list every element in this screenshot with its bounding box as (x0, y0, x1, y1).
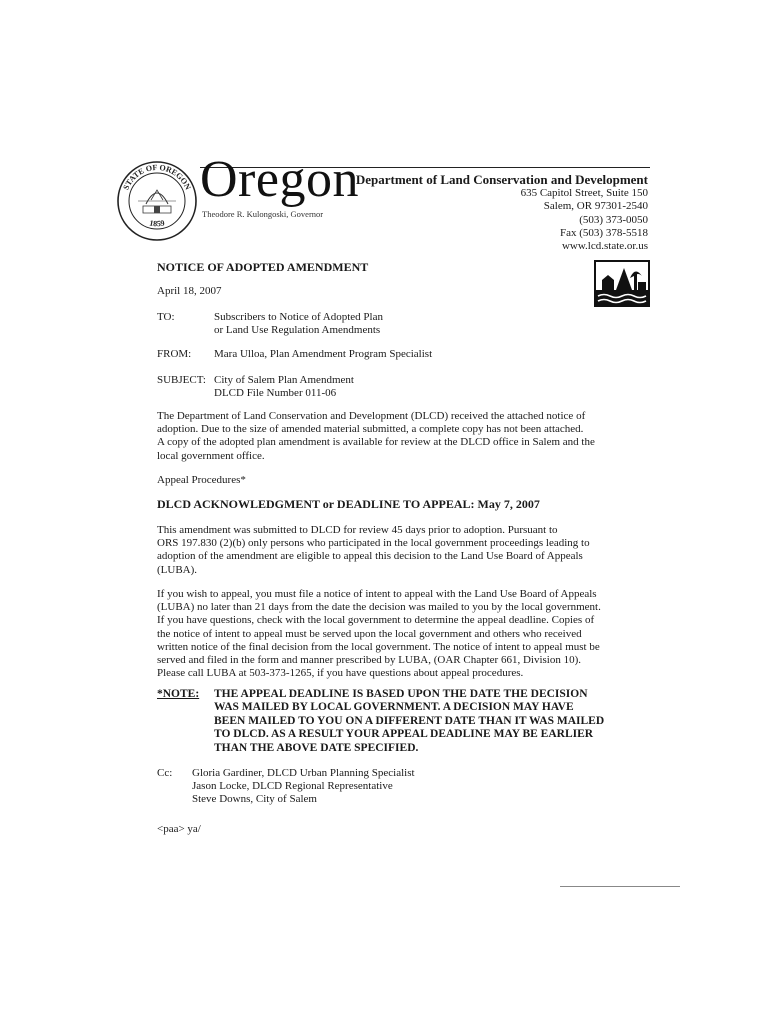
paragraph-line: A copy of the adopted plan amendment is available for review at the DLCD office in Salem and the (157, 436, 595, 449)
subject-value (214, 374, 354, 400)
paragraph-line: ORS 197.830 (2)(b) only persons who participated in the local government proceedings leading to (157, 537, 590, 550)
cc-recipient: Jason Locke, DLCD Regional Representative (192, 780, 393, 793)
note-line: BEEN MAILED TO YOU ON A DIFFERENT DATE THAN IT WAS MAILED (214, 714, 605, 727)
paragraph-line: Please call LUBA at 503-373-1265, if you have questions about appeal procedures. (157, 667, 524, 680)
letter-date: April 18, 2007 (157, 285, 222, 297)
paragraph-line: the notice of intent to appeal must be served upon the local government and others who received (157, 627, 582, 640)
appeal-procedures-heading: Appeal Procedures* (157, 474, 246, 486)
paragraph-line: adoption of the amendment are eligible to appeal this decision to the Land Use Board of Appeals (157, 550, 583, 563)
subject-line: City of Salem Plan Amendment (214, 374, 354, 386)
department-name: Department of Land Conservation and Development (355, 172, 648, 187)
typist-initials: <paa> ya/ (157, 823, 201, 835)
paragraph-line: This amendment was submitted to DLCD for review 45 days prior to adoption. Pursuant to (157, 524, 558, 536)
to-label: TO: (157, 311, 175, 323)
oregon-wordmark: Oregon (200, 151, 359, 208)
state-seal-logo (116, 160, 198, 242)
website-line: www.lcd.state.or.us (561, 240, 648, 253)
address-line: 635 Capitol Street, Suite 150 (520, 187, 648, 199)
cc-recipient: Steve Downs, City of Salem (192, 793, 317, 806)
lcd-agency-logo-icon (594, 260, 650, 307)
to-line: or Land Use Regulation Amendments (214, 324, 381, 337)
paragraph-line: local government office. (157, 449, 265, 462)
note-line: THE APPEAL DEADLINE IS BASED UPON THE DATE THE DECISION (214, 688, 588, 700)
cc-recipient: Gloria Gardiner, DLCD Urban Planning Specialist (192, 767, 415, 779)
department-address-block (328, 172, 648, 253)
paragraph-line: written notice of the final decision from the local government. The notice of intent to appeal must be (157, 640, 600, 653)
intro-paragraph (157, 410, 617, 463)
from-label: FROM: (157, 348, 192, 360)
to-value (214, 311, 383, 337)
phone-line: (503) 373-0050 (579, 213, 648, 226)
paragraph-line: If you wish to appeal, you must file a notice of intent to appeal with the Land Use Board of Appeals (157, 588, 597, 600)
paragraph-line: (LUBA). (157, 563, 198, 576)
svg-text:1859: 1859 (148, 218, 166, 229)
notice-title: NOTICE OF ADOPTED AMENDMENT (157, 260, 369, 274)
note-line: TO DLCD. AS A RESULT YOUR APPEAL DEADLINE MAY BE EARLIER (214, 728, 594, 741)
to-line: Subscribers to Notice of Adopted Plan (214, 311, 383, 323)
governor-line: Theodore R. Kulongoski, Governor (202, 209, 324, 219)
paragraph-line: The Department of Land Conservation and Development (DLCD) received the attached notice of (157, 410, 586, 422)
paragraph-line: (LUBA) no later than 21 days from the date the decision was mailed to you by the local government. (157, 601, 601, 614)
eligibility-paragraph (157, 524, 617, 577)
paragraph-line: served and filed in the form and manner prescribed by LUBA, (OAR Chapter 661, Division 10). (157, 654, 582, 667)
ack-deadline-heading: DLCD ACKNOWLEDGMENT or DEADLINE TO APPEAL: May 7, 2007 (157, 497, 540, 511)
paragraph-line: If you have questions, check with the local government to determine the appeal deadline. Copies of (157, 614, 595, 627)
footer-rule (560, 886, 680, 887)
note-label: *NOTE: (157, 688, 200, 700)
note-line: THAN THE ABOVE DATE SPECIFIED. (214, 741, 419, 754)
note-line: WAS MAILED BY LOCAL GOVERNMENT. A DECISION MAY HAVE (214, 701, 574, 714)
cc-list (192, 767, 415, 807)
subject-line: DLCD File Number 011-06 (214, 387, 337, 400)
svg-text:STATE OF OREGON: STATE OF OREGON (121, 162, 193, 192)
appeal-instructions-paragraph (157, 588, 637, 680)
from-value: Mara Ulloa, Plan Amendment Program Specialist (214, 348, 433, 360)
note-text (214, 688, 614, 755)
subject-label: SUBJECT: (157, 374, 206, 386)
fax-line: Fax (503) 378-5518 (560, 226, 648, 239)
cc-label: Cc: (157, 767, 173, 779)
paragraph-line: adoption. Due to the size of amended material submitted, a complete copy has not been attached. (157, 423, 584, 436)
address-line: Salem, OR 97301-2540 (543, 200, 648, 213)
